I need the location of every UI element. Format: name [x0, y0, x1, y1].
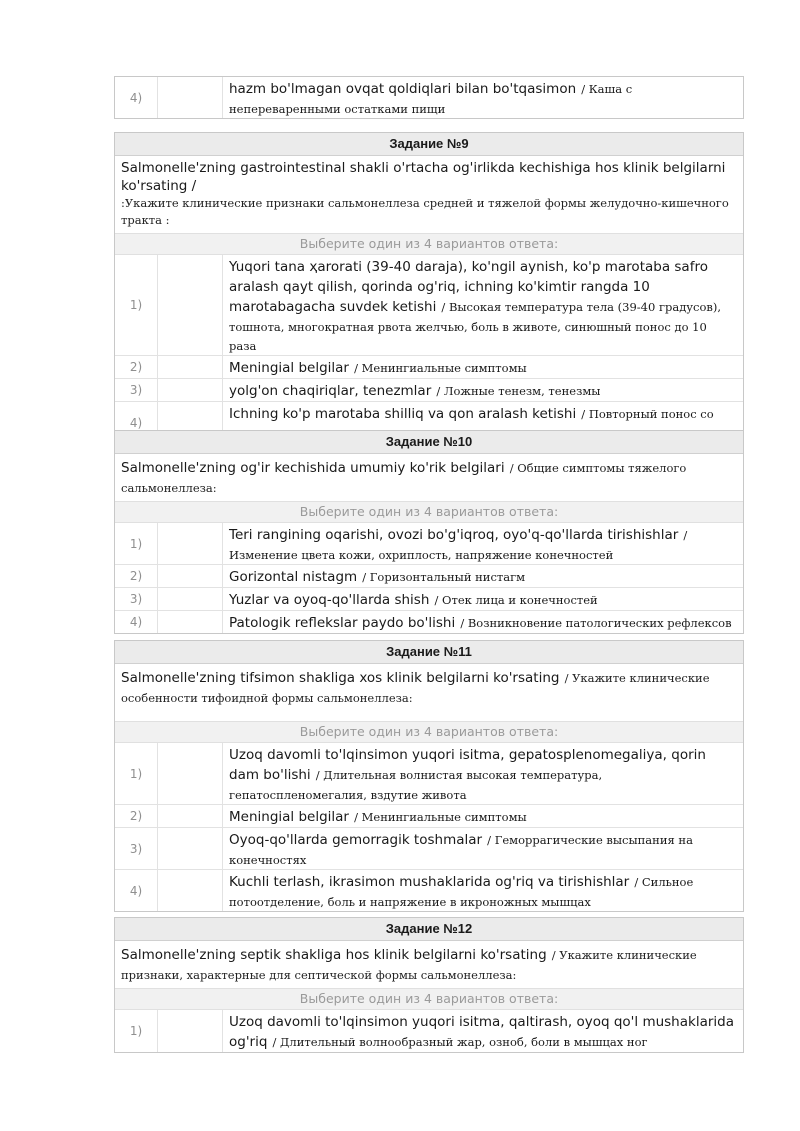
option-number: 1): [115, 1010, 158, 1052]
previous-task-tail: [114, 76, 744, 119]
task-block-11: [114, 640, 744, 912]
question-text-uz: Salmonelle'zning septik shakliga hos klinik belgilarni ko'rsating: [121, 947, 547, 963]
choose-hint: Выберите один из 4 вариантов ответа:: [115, 989, 743, 1010]
option-text: [223, 255, 743, 355]
answer-cell[interactable]: [158, 870, 223, 911]
option-number: 4): [115, 402, 158, 443]
option-text-ru: / Возникновение патологических рефлексов: [460, 616, 732, 630]
option-text: [223, 523, 743, 564]
answer-cell[interactable]: [158, 828, 223, 869]
task-title: Задание №12: [115, 918, 743, 941]
option-text-uz: Kuchli terlash, ikrasimon mushaklarida og'riq va tirishishlar: [229, 874, 630, 890]
option-text-uz: hazm bo'lmagan ovqat qoldiqlari bilan bo'tqasimon: [229, 81, 577, 97]
answer-cell[interactable]: [158, 255, 223, 355]
option-text-ru: / Ложные тенезм, тенезмы: [436, 384, 601, 398]
option-number: 4): [115, 870, 158, 911]
option-number: 1): [115, 743, 158, 804]
task-block-9: [114, 132, 744, 444]
option-text-ru: / Менингиальные симптомы: [354, 361, 527, 375]
option-text-uz: Uzoq davomli to'lqinsimon yuqori isitma, gepatosplenomegaliya, qorin dam bo'lishi: [229, 747, 706, 783]
option-text-uz: Ichning ko'p marotaba shilliq va qon aralash ketishi: [229, 406, 577, 422]
option-number: 3): [115, 379, 158, 401]
answer-cell[interactable]: [158, 1010, 223, 1052]
option-number: 2): [115, 356, 158, 378]
task-title: Задание №10: [115, 431, 743, 454]
answer-cell[interactable]: [158, 565, 223, 587]
option-text-ru: / Отек лица и конечностей: [434, 593, 598, 607]
question-text-uz: Salmonelle'zning gastrointestinal shakli o'rtacha og'irlikda kechishiga hos klinik belgilarni ko'rsating /: [121, 160, 726, 194]
task-question: [115, 156, 743, 234]
answer-cell[interactable]: [158, 588, 223, 610]
answer-cell[interactable]: [158, 77, 223, 118]
question-text-ru: / Общие симптомы тяжелого сальмонеллеза:: [121, 461, 687, 495]
option-text-uz: Yuqori tana ҳarorati (39-40 daraja), ko'ngil aynish, ko'p marotaba safro aralash qayt qilish, qorinda og'riq, ichning ko'kimtir rangda 10 marotabagacha suvdek ketishi: [229, 259, 708, 315]
option-text-ru: / Длительная волнистая высокая температура, гепатоспленомегалия, вздутие живота: [229, 768, 603, 802]
option-number: 2): [115, 565, 158, 587]
option-text: [223, 805, 743, 827]
option-number: 2): [115, 805, 158, 827]
task-block-10: [114, 430, 744, 634]
option-text: [223, 870, 743, 911]
answer-cell[interactable]: [158, 743, 223, 804]
option-text-uz: Meningial belgilar: [229, 360, 349, 376]
option-row[interactable]: [115, 743, 743, 804]
option-text-uz: Meningial belgilar: [229, 809, 349, 825]
choose-hint: Выберите один из 4 вариантов ответа:: [115, 722, 743, 743]
task-block-12: [114, 917, 744, 1053]
option-number: 3): [115, 588, 158, 610]
option-text-uz: Teri rangining oqarishi, ovozi bo'g'iqroq, oyo'q-qo'llarda tirishishlar: [229, 527, 679, 543]
option-text-ru: / Геморрагические высыпания на конечностях: [229, 833, 693, 867]
option-text: [223, 611, 743, 633]
answer-cell[interactable]: [158, 523, 223, 564]
option-row[interactable]: [115, 827, 743, 869]
question-text-ru: / Укажите клинические признаки, характерные для септической формы сальмонеллеза:: [121, 948, 697, 982]
option-text: [223, 588, 743, 610]
task-question: [115, 454, 743, 502]
option-text-ru: / Высокая температура тела (39-40 градусов), тошнота, многократная рвота желчью, боль в животе, синюшный понос до 10 раза: [229, 300, 722, 353]
option-text: [223, 77, 743, 118]
answer-cell[interactable]: [158, 379, 223, 401]
answer-cell[interactable]: [158, 805, 223, 827]
option-text-uz: yolg'on chaqiriqlar, tenezmlar: [229, 383, 432, 399]
question-text-ru: / Укажите клинические особенности тифоидной формы сальмонеллеза:: [121, 671, 710, 705]
option-number: 1): [115, 255, 158, 355]
option-text-uz: Yuzlar va oyoq-qo'llarda shish: [229, 592, 430, 608]
answer-cell[interactable]: [158, 356, 223, 378]
task-title: Задание №11: [115, 641, 743, 664]
option-text-uz: Uzoq davomli to'lqinsimon yuqori isitma, qaltirash, oyoq qo'l mushaklarida og'riq: [229, 1014, 734, 1050]
option-text: [223, 743, 743, 804]
answer-cell[interactable]: [158, 611, 223, 633]
option-row[interactable]: [115, 564, 743, 587]
option-text-ru: / Горизонтальный нистагм: [362, 570, 526, 584]
option-text-ru: / Повторный понос со: [581, 407, 714, 421]
choose-hint: Выберите один из 4 вариантов ответа:: [115, 234, 743, 255]
option-row[interactable]: [115, 255, 743, 355]
option-text-ru: / Сильное потоотделение, боль и напряжение в икроножных мышцах: [229, 875, 694, 909]
question-text-ru: :Укажите клинические признаки сальмонеллеза средней и тяжелой формы желудочно-кишечного тракта :: [121, 196, 729, 227]
option-number: 4): [115, 611, 158, 633]
option-number: 1): [115, 523, 158, 564]
option-row[interactable]: [115, 1010, 743, 1052]
task-question: [115, 664, 743, 722]
option-text-ru: / Каша с непереваренными остатками пищи: [229, 82, 633, 116]
option-text-uz: Patologik reflekslar paydo bo'lishi: [229, 615, 456, 631]
option-row[interactable]: [115, 77, 743, 118]
question-text-uz: Salmonelle'zning og'ir kechishida umumiy ko'rik belgilari: [121, 460, 505, 476]
option-row[interactable]: [115, 378, 743, 401]
question-text-uz: Salmonelle'zning tifsimon shakliga xos klinik belgilarni ko'rsating: [121, 670, 560, 686]
option-text: [223, 1010, 743, 1052]
option-number: 4): [115, 77, 158, 118]
option-text: [223, 565, 743, 587]
option-text-uz: Gorizontal nistagm: [229, 569, 358, 585]
option-row[interactable]: [115, 587, 743, 610]
option-row[interactable]: [115, 804, 743, 827]
option-text-ru: / Менингиальные симптомы: [354, 810, 527, 824]
option-text: [223, 356, 743, 378]
option-text-uz: Oyoq-qo'llarda gemorragik toshmalar: [229, 832, 483, 848]
option-row[interactable]: [115, 523, 743, 564]
option-row[interactable]: [115, 869, 743, 911]
choose-hint: Выберите один из 4 вариантов ответа:: [115, 502, 743, 523]
option-row[interactable]: [115, 355, 743, 378]
option-text: [223, 828, 743, 869]
task-question: [115, 941, 743, 989]
option-text-ru: / Изменение цвета кожи, охриплость, напряжение конечностей: [229, 528, 688, 562]
task-title: Задание №9: [115, 133, 743, 156]
option-text-ru: / Длительный волнообразный жар, озноб, боли в мышцах ног: [272, 1035, 648, 1049]
option-row[interactable]: [115, 610, 743, 633]
option-text: [223, 379, 743, 401]
option-number: 3): [115, 828, 158, 869]
